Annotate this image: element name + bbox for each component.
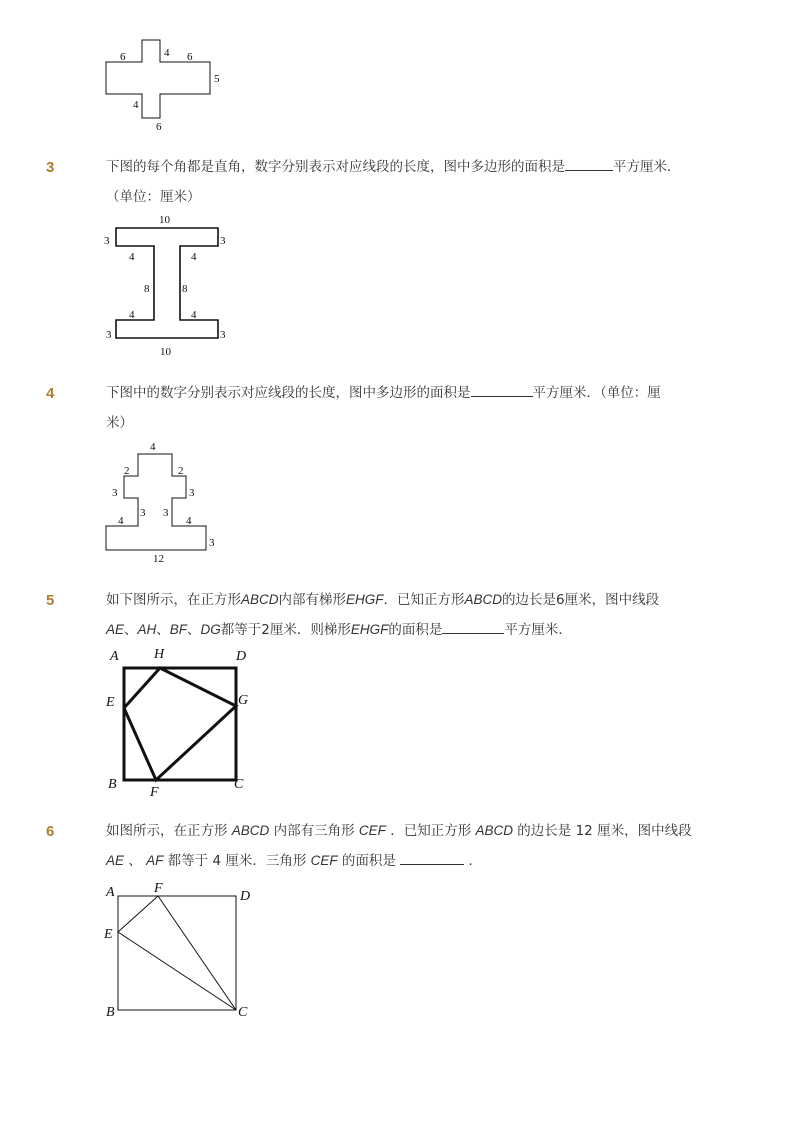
point-label-c: C xyxy=(234,777,244,792)
fig-q3-label: 4 xyxy=(129,251,135,263)
point-label-a: A xyxy=(110,649,119,664)
point-label-b: B xyxy=(106,1005,115,1020)
fig-q3-label: 10 xyxy=(160,346,171,358)
fig-q3-label: 8 xyxy=(182,283,188,295)
fig-q3-label: 3 xyxy=(220,329,226,341)
point-label-g: G xyxy=(238,693,249,708)
question-6-text: 如图所示，在正方形 ABCD 内部有三角形 CEF ．已知正方形 ABCD 的边长是 12 厘米，图中线段 AE 、 AF 都等于 4 厘米．三角形 CEF 的面积是 ． xyxy=(106,823,692,869)
fig-q4-label: 12 xyxy=(153,553,164,565)
fig-q4-label: 4 xyxy=(186,515,192,527)
fig-q3-label: 3 xyxy=(106,329,112,341)
question-number: 5 xyxy=(46,592,55,609)
fig-q4-label: 4 xyxy=(150,441,156,453)
question-4-text: 下图中的数字分别表示对应线段的长度，图中多边形的面积是 平方厘米．（单位：厘 米） xyxy=(106,378,718,438)
point-label-a: A xyxy=(106,885,115,900)
fig-q4-label: 3 xyxy=(163,507,169,519)
fig-q4-label: 3 xyxy=(112,487,118,499)
fig-q3-label: 4 xyxy=(191,309,197,321)
question-number: 3 xyxy=(46,159,55,176)
point-label-h: H xyxy=(154,647,165,662)
figure-q4-tower xyxy=(100,440,230,565)
answer-blank[interactable] xyxy=(565,154,613,171)
fig-q3-label: 8 xyxy=(144,283,150,295)
fig-top-label: 4 xyxy=(133,99,139,111)
fig-top-label: 5 xyxy=(214,73,220,85)
point-label-f: F xyxy=(154,881,163,896)
fig-top-label: 4 xyxy=(164,47,170,59)
answer-blank[interactable] xyxy=(471,380,533,397)
fig-q4-label: 2 xyxy=(178,465,184,477)
figure-q6-square xyxy=(100,880,260,1025)
fig-q3-label: 3 xyxy=(220,235,226,247)
figure-top-cross xyxy=(100,36,230,136)
fig-q4-label: 4 xyxy=(118,515,124,527)
fig-q4-label: 2 xyxy=(124,465,130,477)
point-label-e: E xyxy=(106,695,115,710)
fig-q4-label: 3 xyxy=(140,507,146,519)
fig-q3-label: 10 xyxy=(159,214,170,226)
point-label-d: D xyxy=(236,649,247,664)
fig-q3-label: 3 xyxy=(104,235,110,247)
fig-q3-label: 4 xyxy=(129,309,135,321)
fig-top-label: 6 xyxy=(120,51,126,63)
fig-top-label: 6 xyxy=(187,51,193,63)
question-number: 6 xyxy=(46,823,55,840)
figure-q3-i-beam xyxy=(100,212,240,362)
question-3-text: 下图的每个角都是直角，数字分别表示对应线段的长度，图中多边形的面积是 平方厘米． （单位：厘米） xyxy=(106,152,718,212)
fig-q4-label: 3 xyxy=(209,537,215,549)
fig-q4-label: 3 xyxy=(189,487,195,499)
point-label-b: B xyxy=(108,777,117,792)
fig-q3-label: 4 xyxy=(191,251,197,263)
question-number: 4 xyxy=(46,385,55,402)
answer-blank[interactable] xyxy=(442,617,504,634)
point-label-e: E xyxy=(104,927,113,942)
figure-q5-square xyxy=(100,642,260,802)
point-label-c: C xyxy=(238,1005,248,1020)
point-label-d: D xyxy=(240,889,251,904)
fig-top-label: 6 xyxy=(156,121,162,133)
question-5-text: 如下图所示，在正方形ABCD内部有梯形EHGF．已知正方形ABCD的边长是6厘米，图中线段 AE、AH、BF、DG都等于2厘米．则梯形EHGF的面积是 平方厘米． xyxy=(106,592,660,638)
answer-blank[interactable] xyxy=(400,848,464,865)
point-label-f: F xyxy=(150,785,159,800)
